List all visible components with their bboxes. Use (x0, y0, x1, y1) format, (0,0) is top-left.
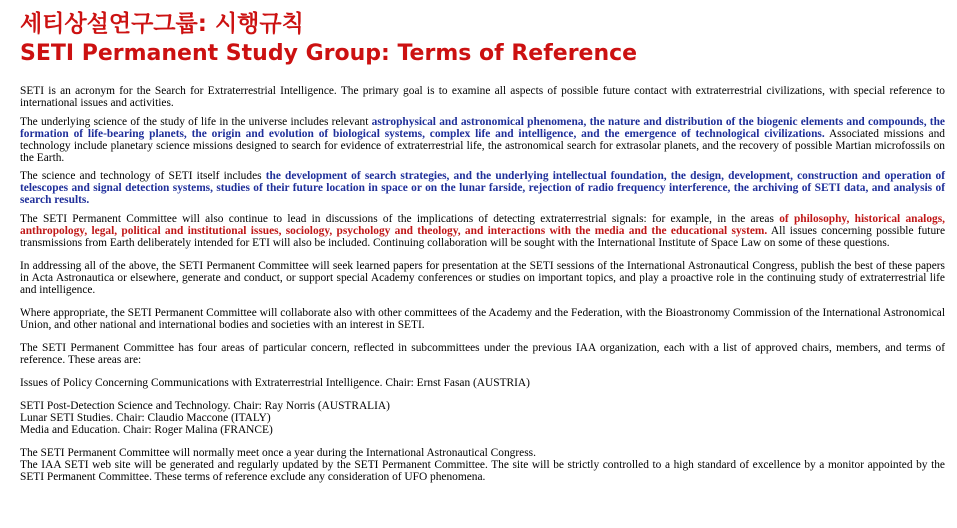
science-paragraph (20, 116, 945, 164)
document (20, 10, 945, 489)
meeting-paragraph: The SETI Permanent Committee will normally meet once a year during the International Astronautical Congress. (20, 446, 536, 459)
english-title: SETI Permanent Study Group: Terms of Reference (20, 41, 638, 66)
collaboration-paragraph: Where appropriate, the SETI Permanent Committee will collaborate also with other committees of the Academy and the Federation, with the Bioastronomy Commission of the International Astronomical Union, and other national and international bodies and societies with an interest in SETI. (20, 306, 945, 331)
papers-paragraph: In addressing all of the above, the SETI Permanent Committee will seek learned papers for presentation at the SETI sessions of the International Astronautical Congress, publish the best of these papers in Acta Astronautica or elsewhere, generate and conduct, or support special Academy conferences or studies on important topics, and play a proactive role in the continuing study of extraterrestrial life and intelligence. (20, 259, 945, 296)
implications-text-lead: The SETI Permanent Committee will also continue to lead in discussions of the implications of detecting extraterrestrial signals: for example, in the areas (20, 212, 780, 225)
technology-emphasis: the development of search strategies, and the underlying intellectual foundation, the design, development, construction and operation of telescopes and signal detection systems, studies of their future location in space or on the lunar farside, rejection of radio frequency interference, the archiving of SETI data, and analysis of search results. (20, 170, 945, 206)
implications-paragraph (20, 213, 945, 249)
area-policy: Issues of Policy Concerning Communications with Extraterrestrial Intelligence. Chair: Ernst Fasan (AUSTRIA) (20, 376, 530, 389)
area-post-detection: SETI Post-Detection Science and Technology. Chair: Ray Norris (AUSTRALIA) (20, 399, 390, 412)
science-text-lead: The underlying science of the study of life in the universe includes relevant (20, 115, 372, 128)
technology-paragraph (20, 170, 945, 206)
area-media-education: Media and Education. Chair: Roger Malina (FRANCE) (20, 423, 273, 436)
science-text-tail: Associated missions and technology include planetary science missions designed to search for evidence of extraterrestrial life, the astronomical search for extrasolar planets, and the recovery of possible Martian microfossils on the Earth. (20, 127, 945, 164)
areas-intro-paragraph: The SETI Permanent Committee has four areas of particular concern, reflected in subcommittees under the previous IAA organization, each with a list of approved chairs, members, and terms of reference. These areas are: (20, 341, 945, 366)
korean-title: 세티상설연구그룹: 시행규칙 (20, 11, 304, 37)
technology-text-lead: The science and technology of SETI itself includes (20, 170, 266, 182)
intro-paragraph: SETI is an acronym for the Search for Extraterrestrial Intelligence. The primary goal is to examine all aspects of possible future contact with extraterrestrial civilizations, with special reference to international issues and activities. (20, 85, 945, 109)
website-paragraph: The IAA SETI web site will be generated and regularly updated by the SETI Permanent Committee. The site will be strictly controlled to a high standard of excellence by a monitor appointed by the SETI Permanent Committee. These terms of reference exclude any consideration of UFO phenomena. (20, 458, 945, 483)
area-lunar-seti: Lunar SETI Studies. Chair: Claudio Maccone (ITALY) (20, 411, 271, 424)
implications-text-tail: All issues concerning possible future transmissions from Earth deliberately intended for ETI will also be included. Continuing collaboration will be sought with the International Institute of Space Law on some of these questions. (20, 224, 945, 249)
implications-emphasis: of philosophy, historical analogs, anthropology, legal, political and institutional issues, sociology, psychology and theology, and interactions with the media and the educational system. (20, 212, 946, 237)
science-emphasis: astrophysical and astronomical phenomena, the nature and distribution of the biogenic elements and compounds, the formation of life-bearing planets, the origin and evolution of biological systems, complex life and intelligence, and the emergence of technological civilizations. (20, 115, 945, 140)
